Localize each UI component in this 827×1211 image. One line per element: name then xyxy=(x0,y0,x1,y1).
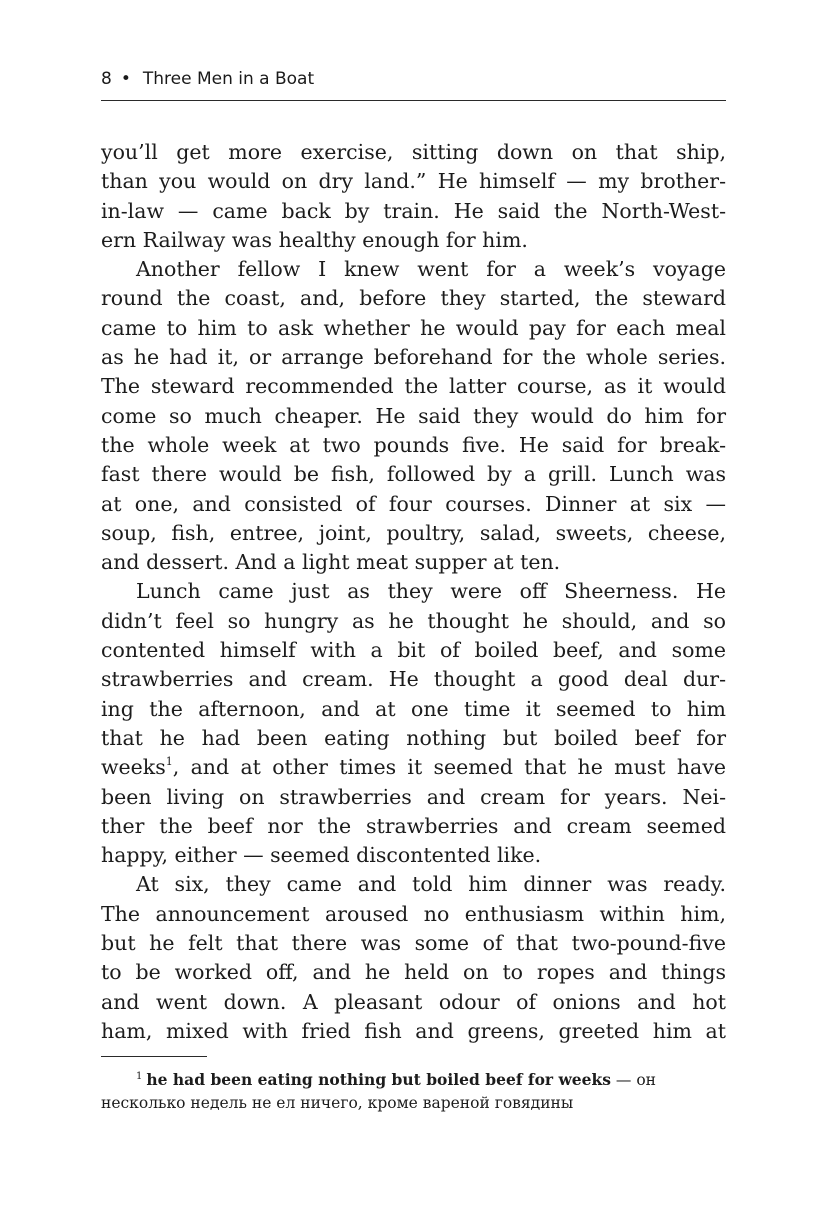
text-line: soup, fish, entree, joint, poultry, salad, sweets, cheese, xyxy=(101,520,726,545)
footnote-phrase: he had been eating nothing but boiled beef for weeks xyxy=(146,1070,611,1089)
footnote-dash: — он xyxy=(611,1071,657,1089)
text-fragment: weeks xyxy=(101,755,166,780)
text-line: been living on strawberries and cream for years. Nei- xyxy=(101,784,726,809)
text-line: ing the afternoon, and at one time it seemed to him xyxy=(101,696,726,721)
paragraph-start-line: At six, they came and told him dinner was ready. xyxy=(136,872,726,897)
text-line: ther the beef nor the strawberries and cream seemed xyxy=(101,813,726,838)
text-line: in-law — came back by train. He said the North-West- xyxy=(101,198,726,223)
text-line: The announcement aroused no enthusiasm within him, xyxy=(101,901,726,926)
footnote-rule xyxy=(101,1056,207,1057)
text-line: ern Railway was healthy enough for him. xyxy=(101,227,528,252)
paragraph-start-line: Another fellow I knew went for a week’s voyage xyxy=(136,257,726,282)
text-line: happy, either — seemed discontented like. xyxy=(101,843,542,868)
text-line: at one, and consisted of four courses. Dinner at six — xyxy=(101,491,726,516)
body-text xyxy=(101,138,726,1046)
page-number: 8 xyxy=(101,69,112,89)
text-fragment: , and at other times it seemed that he must have xyxy=(172,755,726,780)
text-line: you’ll get more exercise, sitting down on that ship, xyxy=(101,140,726,164)
text-line: the whole week at two pounds five. He said for break- xyxy=(101,432,726,457)
running-header xyxy=(101,66,726,92)
text-line: as he had it, or arrange beforehand for the whole series. xyxy=(101,345,726,370)
text-line: The steward recommended the latter course, as it would xyxy=(101,374,726,399)
text-line: than you would on dry land.” He himself — my brother- xyxy=(101,169,726,194)
text-line: came to him to ask whether he would pay for each meal xyxy=(101,315,726,340)
text-line: and dessert. And a light meat supper at ten. xyxy=(101,550,561,575)
text-line: to be worked off, and he held on to ropes and things xyxy=(101,960,726,985)
text-line: contented himself with a bit of boiled beef, and some xyxy=(101,638,726,663)
footnote xyxy=(101,1068,726,1115)
text-line: that he had been eating nothing but boiled beef for xyxy=(101,725,726,750)
text-line: come so much cheaper. He said they would do him for xyxy=(101,403,726,428)
text-line: didn’t feel so hungry as he thought he should, and so xyxy=(101,608,726,633)
text-line: and went down. A pleasant odour of onions and hot xyxy=(101,989,726,1014)
text-line: but he felt that there was some of that two-pound-five xyxy=(101,931,726,956)
paragraph-start-line: Lunch came just as they were off Sheerness. He xyxy=(136,579,726,604)
text-line-with-footnote-ref xyxy=(101,753,726,782)
footnote-translation: несколько недель не ел ничего, кроме вареной говядины xyxy=(101,1094,574,1112)
text-line: fast there would be fish, followed by a grill. Lunch was xyxy=(101,462,726,487)
text-line: round the coast, and, before they started, the steward xyxy=(101,286,726,311)
header-separator: • xyxy=(120,69,131,89)
text-line: strawberries and cream. He thought a good deal dur- xyxy=(101,667,726,692)
footnote-first-line xyxy=(101,1068,726,1092)
header-rule xyxy=(101,100,726,101)
footnote-reference[interactable]: 1 xyxy=(165,755,173,769)
text-line: ham, mixed with fried fish and greens, greeted him at xyxy=(101,1018,726,1043)
book-title: Three Men in a Boat xyxy=(142,69,315,89)
footnote-number: 1 xyxy=(136,1071,143,1082)
